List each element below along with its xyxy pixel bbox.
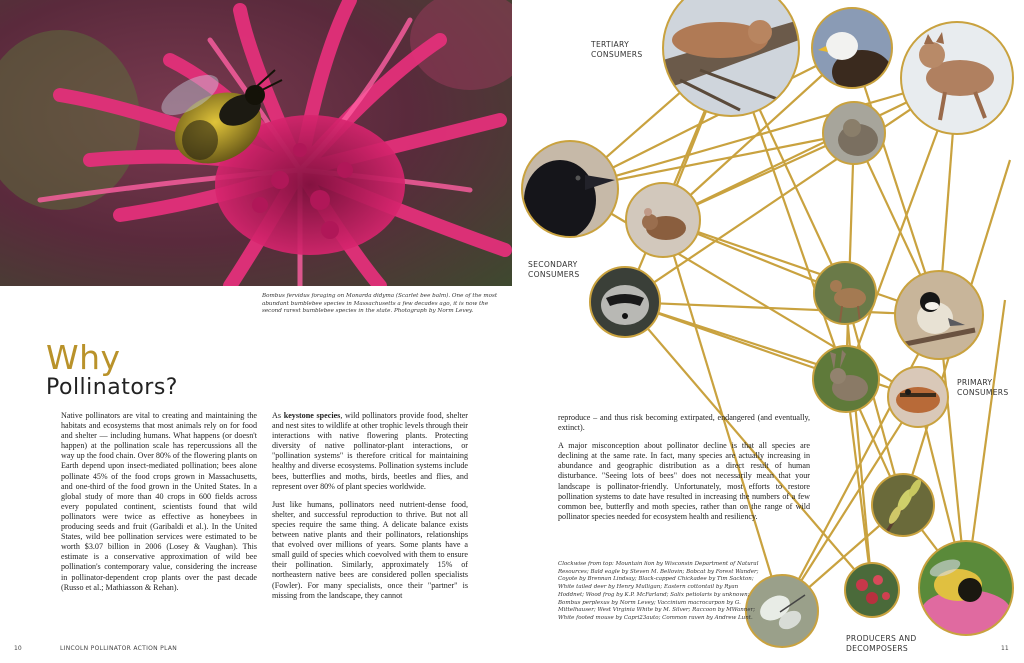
node-white-tailed-deer (814, 262, 876, 324)
body-paragraph (272, 411, 468, 492)
body-column-2 (272, 411, 468, 609)
bee-balm-illustration (0, 0, 512, 286)
node-bald-eagle (812, 8, 892, 94)
node-bombus-perplexus (919, 541, 1013, 635)
label-tertiary-consumers (591, 40, 643, 60)
body-paragraph: A major misconception about pollinator decline is that all species are declining at the same rate. In fact, many species are actually increasing in abundance and geographic distribution as a direct result of human disturbance. "Seeing lots of bees" does not necessarily mean that your landscape is pollinator-friendly. Unfortunately, most efforts to restore pollination systems to date have resulted in increasing the numbers of a few common bee, butterfly and moth species, rather than on the range of wild pollinator species needed for ecosystem health and resiliency. (558, 441, 810, 521)
page-number-left: 10 (14, 645, 22, 652)
label-primary-consumers (957, 378, 1009, 398)
keystone-species-term: keystone species (283, 411, 341, 420)
label-line: CONSUMERS (591, 50, 643, 59)
paragraph-text: , wild pollinators provide food, shelter and nest sites to wildlife at other trophic levels through their interactions with native flowering plants. Protecting diversity of native pollinator-plant interactions, or "pollination systems" is therefore critical for maintaining healthy and diverse ecosystems. Pollination systems include bees, butterflies and moths, birds, beetles and flies, and represent over 80% of plant species worldwide. (272, 411, 468, 491)
label-line: CONSUMERS (957, 388, 1009, 397)
photo-credits: Clockwise from top: Mountain lion by Wisconsin Department of Natural Resources; Bald eagle by Steven M. Bellovin; Bobcat by Forest Wander; Coyote by Brennan Lindsay; Black-capped Chickadee by Tim Sackton; White tailed deer by Henry Mulligan; Eastern cottontail by Ryan Hoddnet; Wood frog by K.P. McFarland; Salix petiolaris by unknown; Bombus perplexus by Norm Levey; Vaccinium macrocarpon by G. Mittelhauser; West Virginia White by M. Silver; Raccoon by MWanner; White footed mouse by Capri23auto; Common raven by Andrew Lunt. (558, 561, 759, 621)
node-salix-petiolaris (872, 474, 934, 536)
body-paragraph: Native pollinators are vital to creating and maintaining the habitats and ecosystems that most animals rely on for food and shelter — including humans. What happens (or doesn't happen) at the pollination scale has repercussions all the way up the food chain. Over 80% of the flowering plants on Earth depend upon insect-mediated pollination; bees alone pollinate 45% of the food crops grown in Massachusetts, and one-third of the food grown in the United States. In a global study of more than 40 crops in 600 fields across every populated continent, scientists found that wild pollinators were twice as effective as honeybees in producing seeds and fruit (Garibaldi et al.). In the United States, wild bee pollination services were estimated to be worth $3.07 billion in 2006 (Losey & Vaughan). This estimate is a conservative approximation of wild bee pollination's contemporary value, considering the increase in pollinator-dependent crop plants over the past decade (Russo et al.; Mathiasson & Rehan). (61, 411, 257, 592)
label-line: SECONDARY (528, 260, 578, 269)
node-bobcat (823, 102, 885, 164)
page-number-right: 11 (1001, 645, 1009, 652)
section-heading (46, 340, 178, 400)
heading-line-pollinators: Pollinators? (46, 375, 178, 400)
label-line: DECOMPOSERS (846, 644, 909, 653)
body-column-3 (558, 413, 810, 530)
node-raccoon (590, 267, 660, 337)
label-producers-decomposers (846, 634, 916, 654)
label-line: PRODUCERS AND (846, 634, 917, 643)
label-secondary-consumers (528, 260, 580, 280)
node-eastern-cottontail (813, 346, 879, 412)
running-footer-title: LINCOLN POLLINATOR ACTION PLAN (60, 645, 178, 652)
photo-caption: Bombus fervidus foraging on Monarda didyma (Scarlet bee balm). One of the most abundant bumblebee species in Massachusetts a few decades ago, it is now the second rarest bumblebee species in the state. Photograph by Norm Levey. (262, 293, 498, 315)
node-common-raven (522, 141, 618, 240)
node-coyote (901, 22, 1013, 134)
node-white-footed-mouse (626, 183, 700, 257)
label-line: CONSUMERS (528, 270, 580, 279)
node-cranberry (845, 563, 899, 617)
bumblebee-on-bee-balm-photo (0, 0, 512, 286)
body-paragraph: reproduce – and thus risk becoming extirpated, endangered (and eventually, extinct). (558, 413, 810, 433)
node-wood-frog (888, 367, 948, 427)
label-line: TERTIARY (591, 40, 630, 49)
node-black-capped-chickadee (895, 271, 983, 359)
heading-line-why: Why (46, 338, 121, 377)
body-paragraph: Just like humans, pollinators need nutrient-dense food, shelter, and successful reproduction to thrive. But not all species require the same thing. A delicate balance exists between native plants and their pollinators, relationships that evolved over millions of years. Some plants have a small guild of species which coevolved with them to ensure their pollination. Similarly, approximately 15% of northeastern native bees are considered pollen specialists (Fowler). For many specialists, once their "partner" is missing from the landscape, they cannot (272, 499, 468, 600)
label-line: PRIMARY (957, 378, 993, 387)
body-column-1 (61, 411, 257, 601)
lead-text: As (272, 411, 284, 420)
node-mountain-lion (663, 0, 799, 116)
